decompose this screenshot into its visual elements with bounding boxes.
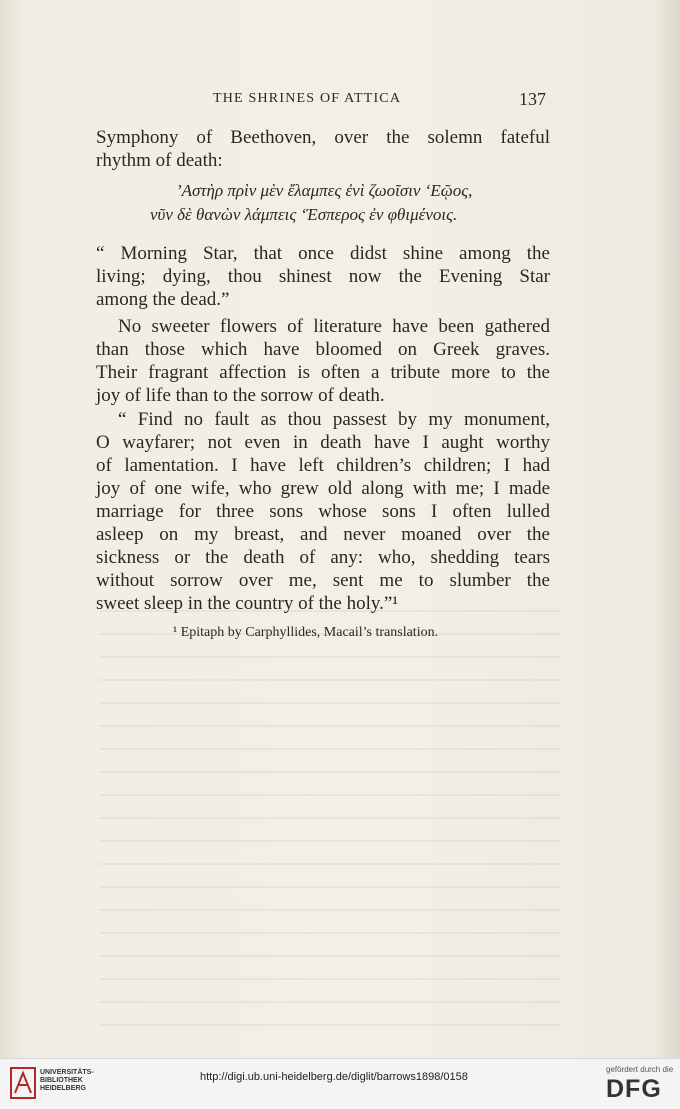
library-name-line: UNIVERSITÄTS- xyxy=(40,1069,94,1076)
page-header xyxy=(0,89,680,111)
paragraph-symphony xyxy=(96,126,550,172)
text-line: of lamentation. I have left children’s children; I had xyxy=(96,455,550,476)
library-name xyxy=(40,1069,94,1093)
text-line: No sweeter flowers of literature have been gathered xyxy=(118,316,550,337)
digitization-footer xyxy=(0,1058,680,1109)
library-name-line: HEIDELBERG xyxy=(40,1085,86,1092)
greek-verse-line: νῦν δὲ θανὼν λάμπεις ‘Έσπερος ἐν φθιμένοις. xyxy=(150,205,458,224)
running-title: THE SHRINES OF ATTICA xyxy=(213,91,402,106)
text-line: joy of life than to the sorrow of death. xyxy=(96,385,385,406)
page-number: 137 xyxy=(519,89,546,109)
footnote: ¹ Epitaph by Carphyllides, Macail’s translation. xyxy=(173,625,439,640)
university-library-logo-icon xyxy=(10,1067,36,1099)
permalink-url[interactable]: http://digi.ub.uni-heidelberg.de/diglit/barrows1898/0158 xyxy=(200,1071,468,1083)
paragraph-epitaph xyxy=(96,408,550,615)
text-line: Their fragrant affection is often a tribute more to the xyxy=(96,362,550,383)
text-line: than those which have bloomed on Greek graves. xyxy=(96,339,550,360)
text-line: asleep on my breast, and never moaned over the xyxy=(96,524,550,545)
text-line: sweet sleep in the country of the holy.”¹ xyxy=(96,593,399,614)
library-name-line: BIBLIOTHEK xyxy=(40,1077,83,1084)
text-line: living; dying, thou shinest now the Evening Star xyxy=(96,266,550,287)
text-line: joy of one wife, who grew old along with me; I made xyxy=(96,478,550,499)
text-line: sickness or the death of any: who, shedding tears xyxy=(96,547,550,568)
text-line: rhythm of death: xyxy=(96,150,223,171)
text-line: “ Morning Star, that once didst shine among the xyxy=(96,243,550,264)
text-line: among the dead.” xyxy=(96,289,230,310)
text-line: O wayfarer; not even in death have I aught worthy xyxy=(96,432,550,453)
show-through-texture xyxy=(100,610,560,1040)
paragraph-sweeter-flowers xyxy=(96,315,550,407)
text-line: without sorrow over me, sent me to slumber the xyxy=(96,570,550,591)
greek-verse-line: ’Αστὴρ πρὶν μὲν ἔλαμπες ἐνὶ ζωοῖσιν ‘Εῷος, xyxy=(176,181,473,200)
text-line: “ Find no fault as thou passest by my monument, xyxy=(118,409,550,430)
text-line: marriage for three sons whose sons I often lulled xyxy=(96,501,550,522)
paragraph-morning-star xyxy=(96,242,550,311)
funded-by-label: gefördert durch die xyxy=(606,1065,674,1074)
text-line: Symphony of Beethoven, over the solemn fateful xyxy=(96,127,550,148)
dfg-logo: DFG xyxy=(606,1075,662,1103)
